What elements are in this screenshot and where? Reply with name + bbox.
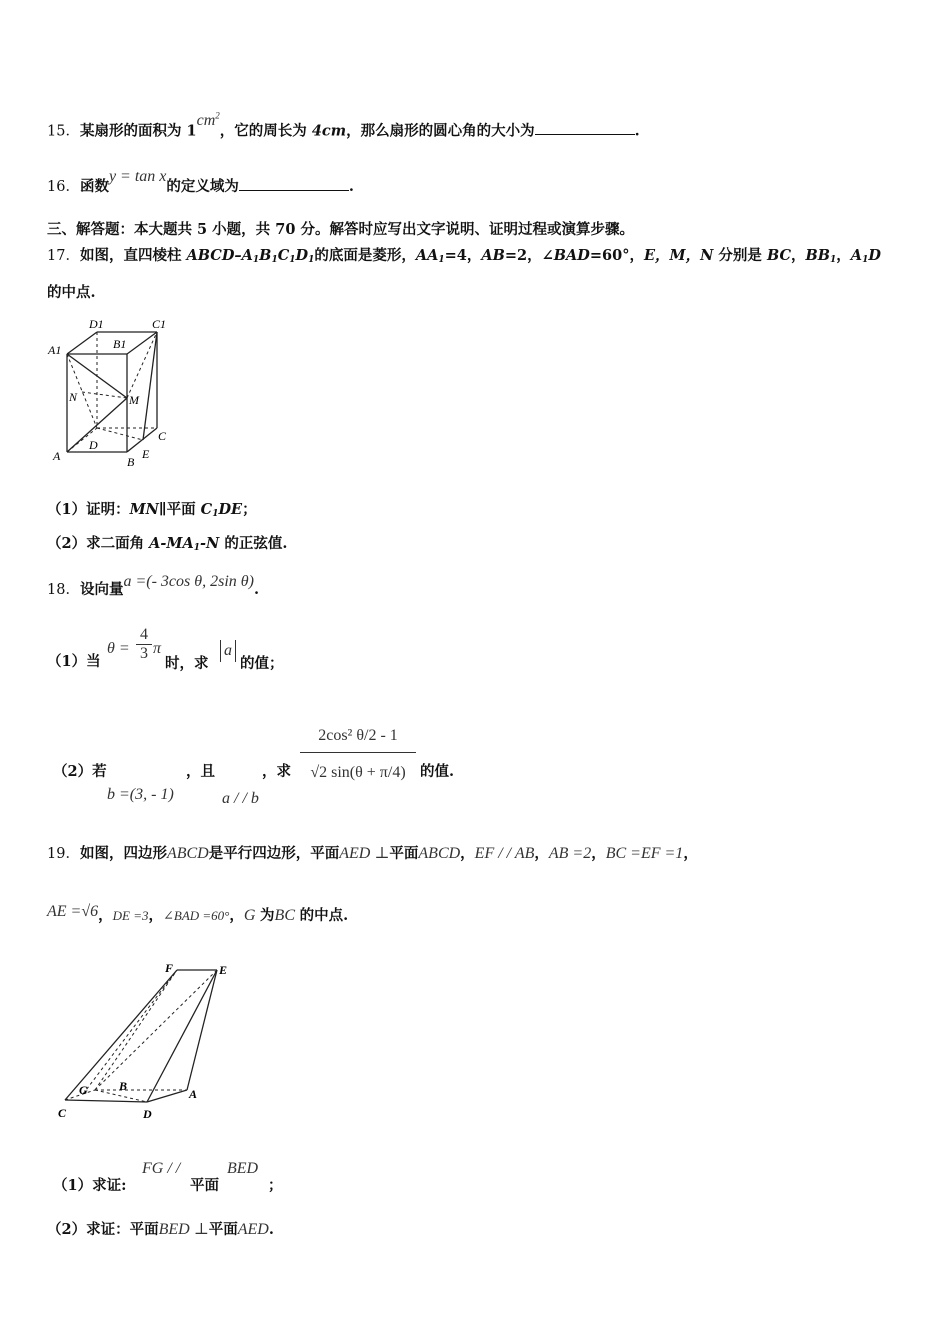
- q17-line2: 的中点.: [47, 284, 96, 301]
- q18-line: 18．设向量a =(- 3cos θ, 2sin θ).: [47, 573, 260, 598]
- q19-part2: （2）求证：平面BED ⊥平面AED.: [47, 1221, 274, 1238]
- q15-perimeter: 4cm: [311, 122, 347, 140]
- fig17-label-B: B: [127, 455, 135, 469]
- q18-part1: （1）当: [47, 653, 101, 670]
- fig17-label-C1: C1: [152, 317, 167, 331]
- fig17-label-D1: D1: [89, 317, 104, 331]
- q18-theta-lhs: θ =: [107, 640, 130, 657]
- q18-b-vector: b =(3, - 1): [107, 786, 174, 803]
- fig17-label-C: C: [158, 429, 167, 443]
- q19-line1: 19．如图，四边形ABCD是平行四边形，平面AED ⊥平面ABCD，EF / / AB，AB =2，BC =EF =1，: [47, 845, 698, 862]
- q18-vector: a =(- 3cos θ, 2sin θ): [123, 573, 254, 590]
- fig19-label-E: E: [219, 963, 228, 977]
- fig19-label-D: D: [143, 1107, 152, 1121]
- q17-part2: （2）求二面角 $A-MA_1-N$ 的正弦值.: [47, 535, 288, 553]
- fig19-label-B: B: [119, 1079, 128, 1093]
- q15-number: 15．: [47, 123, 80, 140]
- fig17-label-N: N: [69, 390, 78, 404]
- fig19-label-G: G: [79, 1083, 88, 1097]
- q18-fraction: $\frac{4}{3}$: [136, 626, 152, 663]
- fig17-label-E: E: [142, 447, 150, 461]
- q15-text-a: 某扇形的面积为: [79, 122, 187, 140]
- fig19-label-F: F: [165, 961, 174, 975]
- q15-text-c: ，那么扇形的圆心角的大小为: [346, 122, 535, 140]
- fig17-label-A1: A1: [48, 343, 62, 357]
- q17-prism-name: ABCD–$A_1B_1C_1D_1$: [186, 247, 315, 265]
- q19-figure: [55, 960, 245, 1125]
- q16-number: 16．: [47, 179, 80, 195]
- q19-fg: FG / /: [142, 1160, 181, 1177]
- q15-area-value: 1: [186, 122, 197, 140]
- q18-abs-a: a: [220, 640, 236, 662]
- q18-part2-label: （2）若: [53, 763, 107, 780]
- q18-expression: 2cos² θ/2 - 1 √2 sin(θ + π/4): [300, 720, 416, 793]
- fig19-label-C: C: [58, 1106, 67, 1120]
- q17-part1: （1）证明：MN∥平面 $C_1DE$；: [47, 501, 257, 519]
- q17-prism-figure: [45, 314, 180, 474]
- fig19-label-A: A: [189, 1087, 198, 1101]
- q19-part1-label: （1）求证:: [53, 1177, 127, 1194]
- fig17-label-M: M: [129, 393, 139, 407]
- q19-bed: BED: [227, 1160, 259, 1177]
- q18-pi: π: [153, 640, 162, 657]
- q19-line2: AE =√6，DE =3，∠BAD =60°，G 为BC 的中点.: [47, 903, 349, 924]
- section3-heading: 三、解答题：本大题共 5 小题，共 70 分。解答时应写出文字说明、证明过程或演算步骤。: [47, 221, 634, 238]
- fig17-label-D: D: [89, 438, 98, 452]
- q16-function: y = tan x: [108, 168, 167, 185]
- fig17-label-A: A: [53, 449, 61, 463]
- q17-line1: 17．如图，直四棱柱 ABCD–$A_1B_1C_1D_1$的底面是菱形，$AA_1=4$，AB=2，∠BAD=60°，E，M，N 分别是 BC，$BB_1$，$A_1D$: [47, 247, 881, 265]
- fig17-label-B1: B1: [113, 337, 127, 351]
- q16-line: 16．函数y = tan x的定义域为 .: [47, 168, 354, 195]
- q15-area-unit: $cm^2$: [196, 111, 220, 130]
- q15-answer-blank[interactable]: [535, 120, 635, 135]
- q15-text-b: ，它的周长为: [219, 122, 312, 140]
- q15-line: 15．某扇形的面积为 $1cm^2$，它的周长为 4cm，那么扇形的圆心角的大小为 .: [47, 111, 640, 140]
- q18-parallel: a / / b: [222, 790, 259, 807]
- q16-answer-blank[interactable]: [239, 176, 349, 191]
